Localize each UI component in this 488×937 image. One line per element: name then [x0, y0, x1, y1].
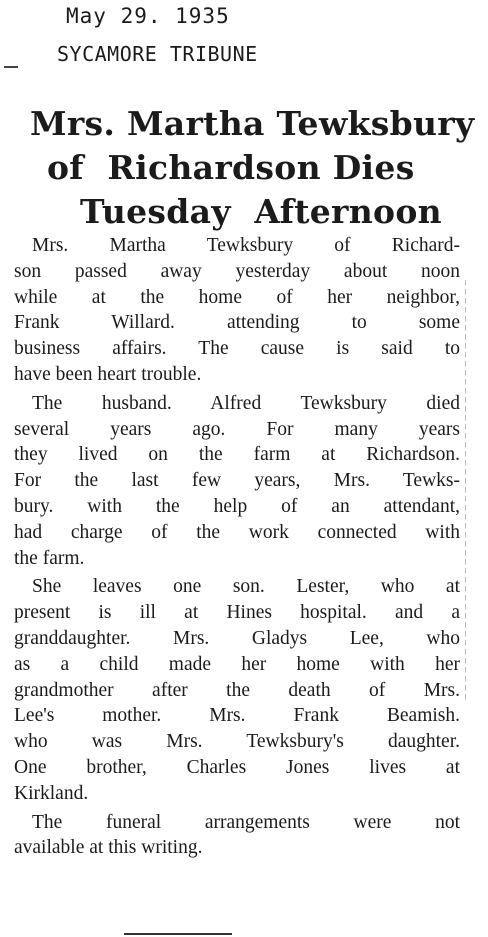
text-line: several years ago. For many years [14, 418, 460, 440]
article-paragraph [14, 574, 460, 806]
article-body [14, 233, 460, 861]
text-line: Mrs. Martha Tewksbury of Richard- [32, 235, 460, 256]
newspaper-name: SYCAMORE TRIBUNE [57, 42, 258, 66]
text-line: grandmother after the death of Mrs. [14, 679, 460, 701]
text-line: who was Mrs. Tewksbury's daughter. [14, 731, 460, 753]
headline-line: of Richardson Dies [47, 148, 415, 187]
text-line: son passed away yesterday about noon [14, 260, 460, 282]
headline [0, 102, 488, 234]
article-paragraph [14, 391, 460, 572]
end-rule [124, 933, 232, 935]
text-line: Kirkland. [14, 782, 89, 804]
text-line: the farm. [14, 547, 85, 569]
clipping-date: May 29. 1935 [66, 4, 230, 28]
headline-line: Mrs. Martha Tewksbury [30, 104, 475, 143]
text-line: granddaughter. Mrs. Gladys Lee, who [14, 627, 460, 649]
text-line: bury. with the help of an attendant, [14, 495, 460, 517]
text-line: She leaves one son. Lester, who at [32, 576, 460, 598]
article-paragraph [14, 810, 460, 862]
text-line: had charge of the work connected with [14, 521, 460, 543]
text-line: Lee's mother. Mrs. Frank Beamish. [14, 705, 460, 727]
text-line: For the last few years, Mrs. Tewks- [14, 470, 460, 492]
text-line: business affairs. The cause is said to [14, 338, 460, 360]
text-line: The funeral arrangements were not [32, 811, 460, 833]
headline-line: Tuesday Afternoon [80, 192, 442, 231]
text-line: as a child made her home with her [14, 653, 460, 675]
margin-mark [4, 66, 18, 68]
text-line: have been heart trouble. [14, 363, 202, 385]
text-line: they lived on the farm at Richardson. [14, 444, 460, 466]
column-rule [465, 280, 466, 700]
article-paragraph [14, 233, 460, 388]
text-line: One brother, Charles Jones lives at [14, 756, 460, 778]
text-line: The husband. Alfred Tewksbury died [32, 392, 460, 414]
text-line: available at this writing. [14, 837, 203, 859]
text-line: while at the home of her neighbor, [14, 286, 460, 308]
text-line: present is ill at Hines hospital. and a [14, 602, 460, 624]
text-line: Frank Willard. attending to some [14, 312, 460, 334]
